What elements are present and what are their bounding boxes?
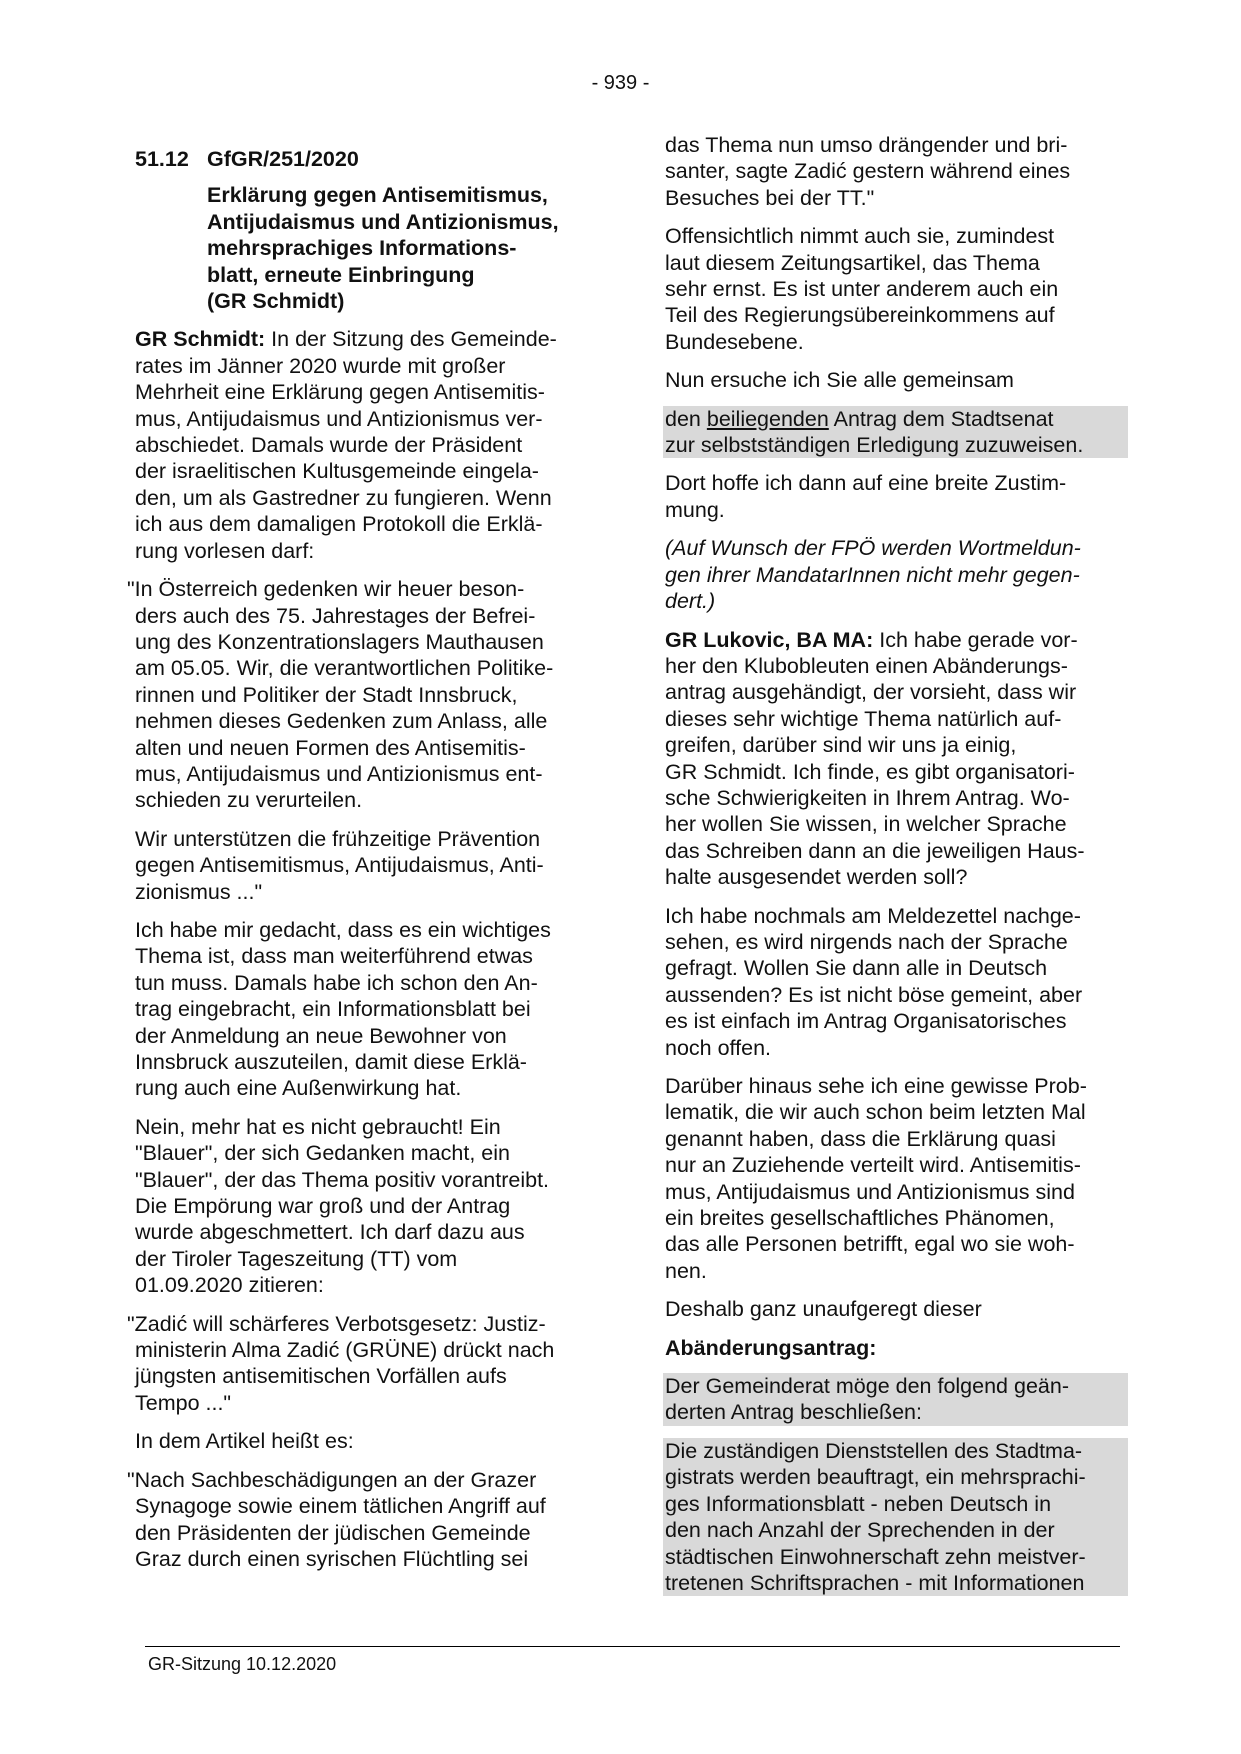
motion-box: den beiliegenden Antrag dem Stadtsenat zur selbstständigen Erledigung zuzuweisen. (663, 406, 1128, 459)
quote-declaration: "In Österreich gedenken wir heuer beson- ders auch des 75. Jahrestages der Befrei- ung des Konzentrationslagers Mauthausen am 05.05. Wir, die verantwortlichen Politike- rinnen und Politiker der Stadt Innsbruck, nehmen dieses Gedenken zum Anlass, alle alten und neuen Formen des Antisemitis- mus, Antijudaismus und Antizionismus ent- schieden zu verurteilen. (127, 577, 554, 813)
lukovic-statement: GR Lukovic, BA MA: Ich habe gerade vor- her den Klubobleuten einen Abänderungs- antrag ausgehändigt, der vorsieht, dass wir dieses sehr wichtige Thema natürlich auf- greifen, darüber sind wir uns ja einig, GR Schmidt. Ich finde, es gibt organisatori- sche Schwierigkeiten in Ihrem Antrag. Wo- her wollen Sie wissen, in welcher Sprache das Schreiben dann an die jeweiligen Haus- halte ausgesendet werden soll? (665, 627, 1085, 890)
left-column (127, 146, 605, 1584)
footer-divider (145, 1646, 1120, 1647)
agenda-title (207, 182, 605, 314)
fpo-note: (Auf Wunsch der FPÖ werden Wortmeldun- gen ihrer MandatarInnen nicht mehr gegen- dert.) (665, 536, 1081, 614)
amendment-heading: Abänderungsantrag: (665, 1335, 877, 1360)
title-line: blatt, erneute Einbringung (207, 262, 475, 287)
paragraph-request: Nun ersuche ich Sie alle gemeinsam (665, 368, 1014, 393)
title-line: Erklärung gegen Antisemitismus, (207, 183, 548, 208)
paragraph-registration: Ich habe nochmals am Meldezettel nachge- sehen, es wird nirgends nach der Sprache gefragt. Wollen Sie dann alle in Deutsch aussenden? Es ist nicht böse gemeint, aber es ist einfach im Antrag Organisatorisches noch offen. (665, 903, 1083, 1060)
paragraph-therefore: Deshalb ganz unaufgeregt dieser (665, 1297, 982, 1322)
attached-motion-link[interactable]: beiliegenden (706, 406, 829, 431)
title-line: Antijudaismus und Antizionismus, (207, 209, 559, 234)
page-number: - 939 - (591, 72, 650, 94)
quote-continued: das Thema nun umso drängender und bri- santer, sagte Zadić gestern während eines Besuches bei der TT." (665, 133, 1071, 210)
paragraph-article: In dem Artikel heißt es: (135, 1429, 354, 1454)
quote-zadic: "Zadić will schärferes Verbotsgesetz: Justiz- ministerin Alma Zadić (GRÜNE) drückt nach jüngsten antisemitischen Vorfällen aufs Tempo ..." (127, 1311, 555, 1415)
title-line: (GR Schmidt) (207, 289, 345, 314)
paragraph-approval: Dort hoffe ich dann auf eine breite Zustim- mung. (665, 471, 1067, 522)
amendment-intro: Der Gemeinderat möge den folgend geän- derten Antrag beschließen: (663, 1373, 1128, 1426)
title-line: mehrsprachiges Informations- (207, 236, 517, 261)
speaker-name: GR Lukovic, BA MA: (665, 627, 874, 652)
agenda-heading (135, 146, 605, 172)
paragraph-government: Offensichtlich nimmt auch sie, zumindest laut diesem Zeitungsartikel, das Thema sehr ernst. Es ist unter anderem auch ein Teil des Regierungsübereinkommens auf Bundesebene. (665, 224, 1059, 354)
agenda-number: 51.12 (135, 147, 189, 171)
quote-graz: "Nach Sachbeschädigungen an der Grazer Synagoge sowie einem tätlichen Angriff auf den Präsidenten der jüdischen Gemeinde Graz durch einen syrischen Flüchtling sei (127, 1467, 546, 1571)
paragraph-important-topic: Ich habe mir gedacht, dass es ein wichtiges Thema ist, dass man weiterführend etwas tun muss. Damals habe ich schon den An- trag eingebracht, ein Informationsblatt bei der Anmeldung an neue Bewohner von Innsbruck auszuteilen, damit diese Erklä- rung auch eine Außenwirkung hat. (135, 917, 551, 1101)
schmidt-statement: GR Schmidt: In der Sitzung des Gemeinde- rates im Jänner 2020 wurde mit großer Mehrheit eine Erklärung gegen Antisemitis- mus, Antijudaismus und Antizionismus ver- abschiedet. Damals wurde der Präsident der israelitischen Kultusgemeinde eingela- den, um als Gastredner zu fungieren. Wenn ich aus dem damaligen Protokoll die Erklä- rung vorlesen darf: (135, 327, 557, 563)
footer-session-date: GR-Sitzung 10.12.2020 (148, 1654, 337, 1674)
paragraph-blauer: Nein, mehr hat es nicht gebraucht! Ein "Blauer", der sich Gedanken macht, ein "Blauer", der das Thema positiv vorantreibt. Die Empörung war groß und der Antrag wurde abgeschmettert. Ich darf dazu aus der Tiroler Tageszeitung (TT) vom 01.09.2020 zitieren: (135, 1114, 550, 1298)
agenda-code: GfGR/251/2020 (207, 147, 359, 171)
quote-prevention: Wir unterstützen die frühzeitige Prävention gegen Antisemitismus, Antijudaismus, Anti- zionismus ..." (135, 826, 544, 904)
speaker-name: GR Schmidt: (135, 327, 266, 352)
amendment-text: Die zuständigen Dienststellen des Stadtma- gistrats werden beauftragt, ein mehrsprachi- ges Informationsblatt - neben Deutsch in den nach Anzahl der Sprechenden in der städtischen Einwohnerschaft zehn meistver- tretenen Schriftsprachen - mit Informationen (663, 1438, 1128, 1596)
paragraph-problem: Darüber hinaus sehe ich eine gewisse Prob- lematik, die wir auch schon beim letzten Mal genannt haben, dass die Erklärung quasi nur an Zuziehende verteilt wird. Antisemitis- mus, Antijudaismus und Antizionismus sind ein breites gesellschaftliches Phänomen, das alle Personen betrifft, egal wo sie woh- nen. (665, 1074, 1087, 1283)
right-column (665, 132, 1120, 1608)
